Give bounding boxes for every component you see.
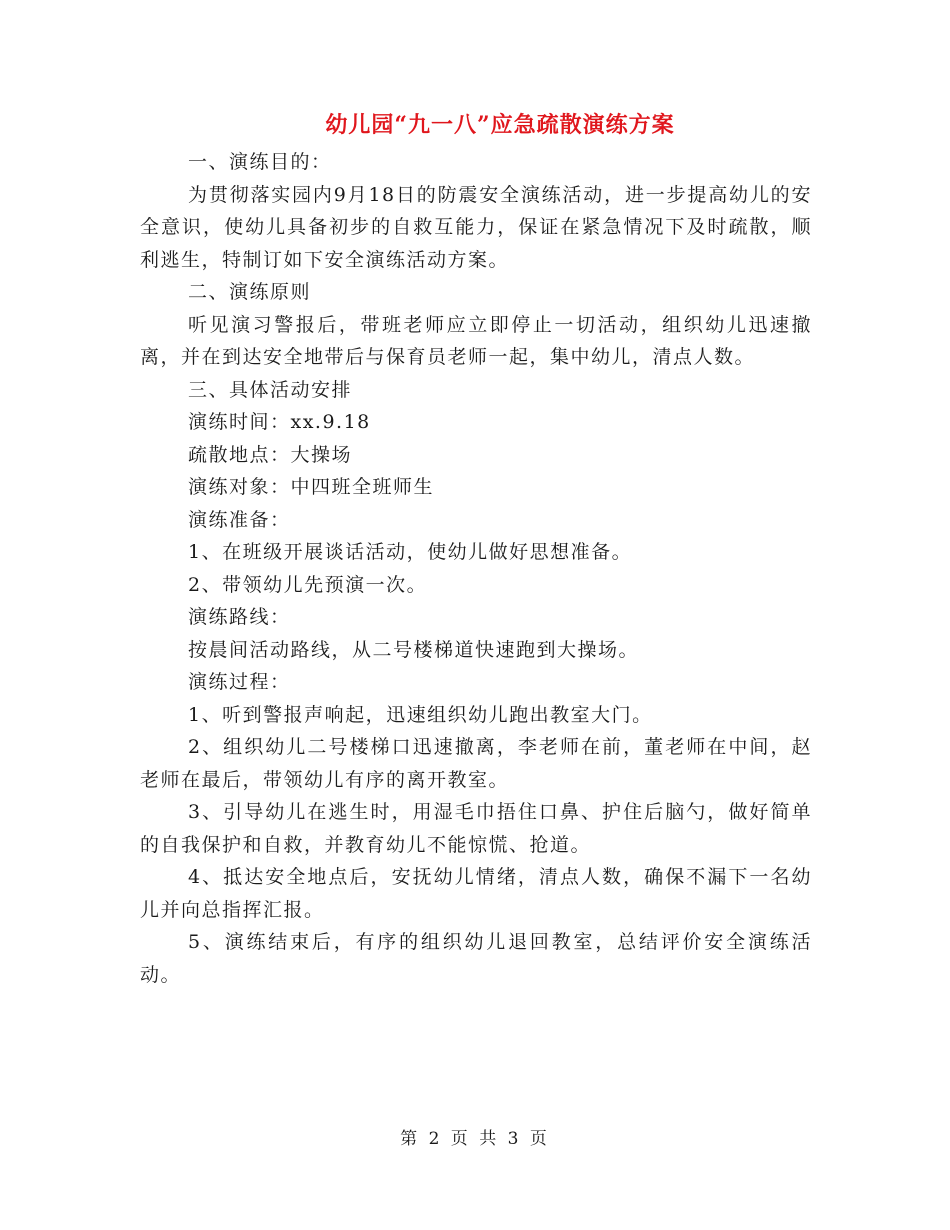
drill-participants: 演练对象：中四班全班师生 <box>188 476 435 498</box>
section-heading-arrangement: 三、具体活动安排 <box>188 378 353 401</box>
paragraph-principle: 听见演习警报后，带班老师应立即停止一切活动，组织幼儿迅速撤离，并在到达安全地带后与保育员老师一起，集中幼儿，清点人数。 <box>140 313 812 368</box>
section-heading-principle: 二、演练原则 <box>188 281 312 303</box>
process-item-1: 1、听到警报声响起，迅速组织幼儿跑出教室大门。 <box>188 703 653 726</box>
process-item-5: 5、演练结束后，有序的组织幼儿退回教室，总结评价安全演练活动。 <box>140 931 812 986</box>
process-item-2: 2、组织幼儿二号楼梯口迅速撤离，李老师在前，董老师在中间，赵老师在最后，带领幼儿有序的离开教室。 <box>140 736 812 791</box>
drill-route-heading: 演练路线： <box>188 606 291 628</box>
paragraph-purpose: 为贯彻落实园内9月18日的防震安全演练活动，进一步提高幼儿的安全意识，使幼儿具备初步的自救互能力，保证在紧急情况下及时疏散，顺利逃生，特制订如下安全演练活动方案。 <box>140 183 812 271</box>
process-item-4: 4、抵达安全地点后，安抚幼儿情绪，清点人数，确保不漏下一名幼儿并向总指挥汇报。 <box>140 866 812 921</box>
drill-route: 按晨间活动路线，从二号楼梯道快速跑到大操场。 <box>188 638 640 661</box>
section-heading-purpose: 一、演练目的： <box>188 151 332 173</box>
preparation-item-2: 2、带领幼儿先预演一次。 <box>188 573 428 596</box>
document-title: 幼儿园“九一八”应急疏散演练方案 <box>325 112 675 138</box>
preparation-item-1: 1、在班级开展谈话活动，使幼儿做好思想准备。 <box>188 541 633 563</box>
evacuation-location: 疏散地点：大操场 <box>188 443 353 466</box>
process-item-3: 3、引导幼儿在逃生时，用湿毛巾捂住口鼻、护住后脑勺，做好简单的自我保护和自救，并教育幼儿不能惊慌、抢道。 <box>140 801 812 856</box>
drill-time: 演练时间：xx.9.18 <box>188 411 371 433</box>
document-body <box>140 146 812 991</box>
drill-process-heading: 演练过程： <box>188 671 291 693</box>
page-number-footer: 第 2 页 共 3 页 <box>400 1129 550 1149</box>
drill-preparation-heading: 演练准备： <box>188 508 291 531</box>
